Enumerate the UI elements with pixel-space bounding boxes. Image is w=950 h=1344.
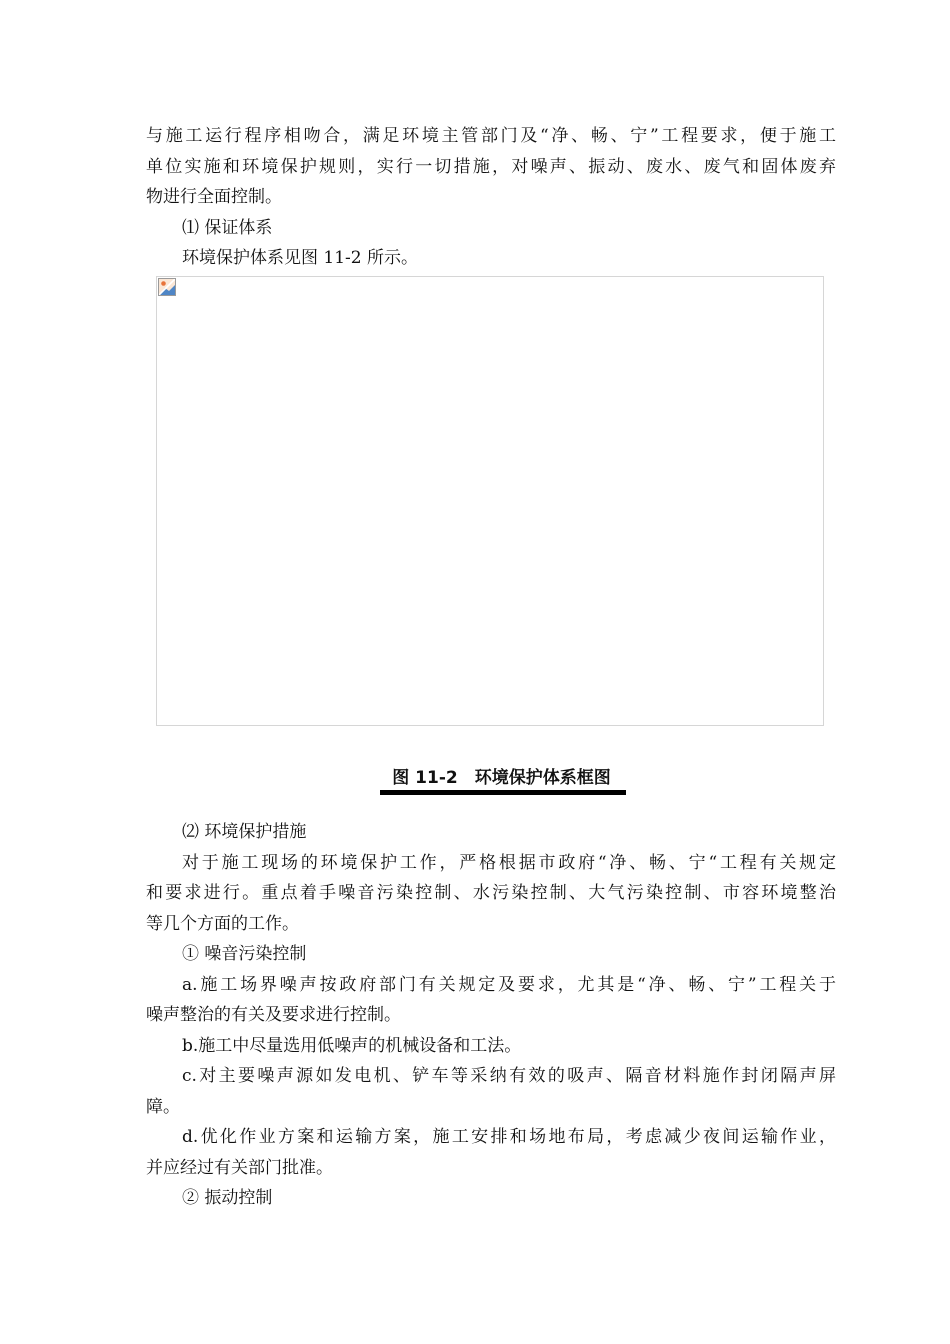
subheading-vibration-control: ② 振动控制 <box>182 1188 273 1208</box>
section-heading-protection-measures: ⑵ 环境保护措施 <box>182 822 307 842</box>
figure-placeholder <box>156 276 824 726</box>
list-item-continuation: 并应经过有关部门批准。 <box>146 1158 333 1178</box>
paragraph-line: 和要求进行。重点着手噪音污染控制、水污染控制、大气污染控制、市容环境整治 <box>146 883 836 903</box>
figure-reference-text: 环境保护体系见图 11-2 所示。 <box>182 248 418 268</box>
paragraph-line: 对于施工现场的环境保护工作，严格根据市政府“净、畅、宁“工程有关规定 <box>182 853 836 873</box>
list-item-continuation: 噪声整治的有关及要求进行控制。 <box>146 1005 401 1025</box>
list-item: c.对主要噪声源如发电机、铲车等采纳有效的吸声、隔音材料施作封闭隔声屏 <box>182 1066 836 1086</box>
list-item-continuation: 障。 <box>146 1097 180 1117</box>
subheading-noise-control: ① 噪音污染控制 <box>182 944 307 964</box>
caption-underline <box>380 790 626 795</box>
paragraph-line: 与施工运行程序相吻合，满足环境主管部门及“净、畅、宁”工程要求，便于施工 <box>146 126 836 146</box>
list-item: d.优化作业方案和运输方案，施工安排和场地布局，考虑减少夜间运输作业， <box>182 1127 836 1147</box>
figure-caption: 图 11-2 环境保护体系框图 <box>392 768 611 788</box>
paragraph-line: 单位实施和环境保护规则，实行一切措施，对噪声、振动、废水、废气和固体废弃 <box>146 157 836 177</box>
paragraph-line: 物进行全面控制。 <box>146 187 282 207</box>
list-item: a.施工场界噪声按政府部门有关规定及要求，尤其是“净、畅、宁”工程关于 <box>182 975 836 995</box>
list-item: b.施工中尽量选用低噪声的机械设备和工法。 <box>182 1036 522 1056</box>
section-heading-guarantee-system: ⑴ 保证体系 <box>182 218 273 238</box>
paragraph-line: 等几个方面的工作。 <box>146 914 299 934</box>
broken-image-icon <box>158 278 176 296</box>
